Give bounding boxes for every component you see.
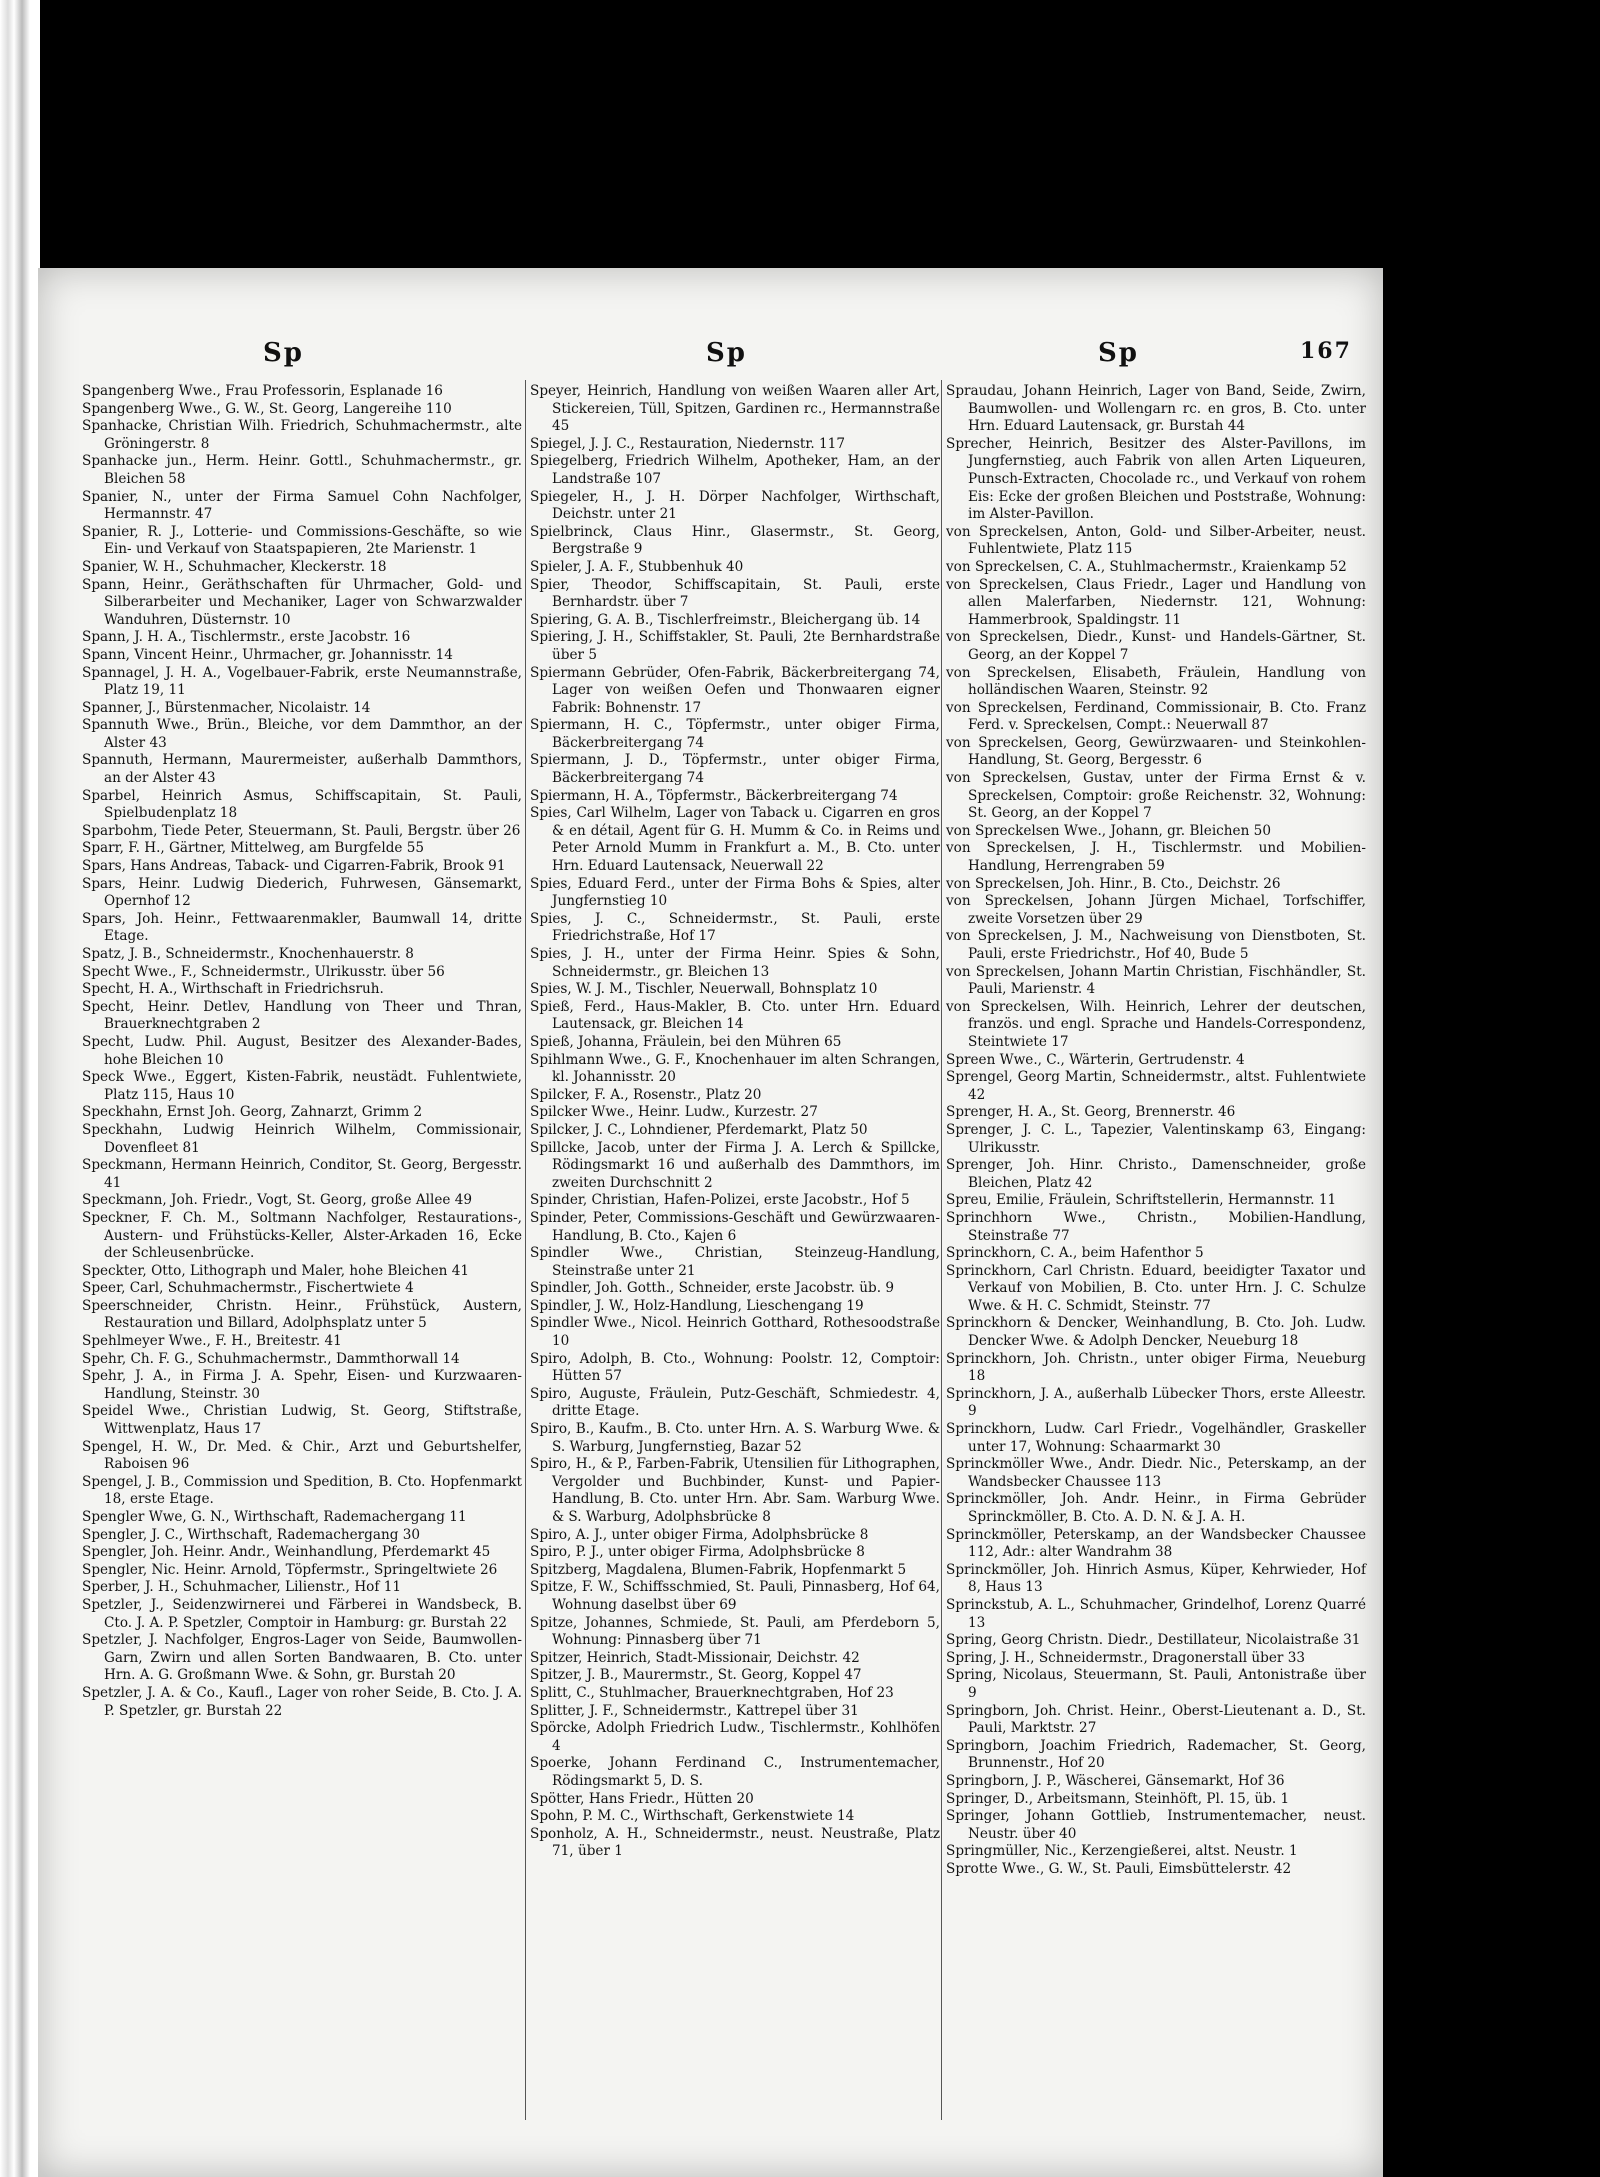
directory-entry: Spangenberg Wwe., G. W., St. Georg, Langereihe 110 bbox=[82, 400, 452, 417]
directory-entry: Spindler, Joh. Gotth., Schneider, erste Jacobstr. üb. 9 bbox=[530, 1280, 895, 1297]
directory-entry: Spieß, Johanna, Fräulein, bei den Mühren 65 bbox=[530, 1033, 842, 1050]
directory-entry: Spilcker, F. A., Rosenstr., Platz 20 bbox=[530, 1086, 762, 1103]
directory-entry: Spannuth, Hermann, Maurermeister, außerhalb Dammthors, an der Alster 43 bbox=[82, 752, 522, 787]
directory-entry: Spieler, J. A. F., Stubbenhuk 40 bbox=[530, 558, 744, 575]
directory-entry: Sprecher, Heinrich, Besitzer des Alster-Pavillons, im Jungfernstieg, auch Fabrik von allen Arten Liqueuren, Punsch-Extracten, Chocolade rc., und Verkauf von rohem Eis: Ecke der großen Bleichen und Poststraße, Wohnung: im Alster-Pavillon. bbox=[946, 435, 1366, 523]
directory-entry: Sparbohm, Tiede Peter, Steuermann, St. Pauli, Bergstr. über 26 bbox=[82, 822, 521, 839]
directory-entry: Spiro, A. J., unter obiger Firma, Adolphsbrücke 8 bbox=[530, 1526, 869, 1543]
directory-entry: Spörcke, Adolph Friedrich Ludw., Tischlermstr., Kohlhöfen 4 bbox=[530, 1720, 940, 1754]
directory-entry: Sprotte Wwe., G. W., St. Pauli, Eimsbüttelerstr. 42 bbox=[946, 1860, 1292, 1877]
directory-entry: Speckter, Otto, Lithograph und Maler, hohe Bleichen 41 bbox=[82, 1262, 469, 1279]
directory-entry: Spetzler, J. Nachfolger, Engros-Lager von Seide, Baumwollen-Garn, Zwirn und allen Sorten Bandwaaren, B. Cto. unter Hrn. A. G. Großmann Wwe. & Sohn, gr. Burstah 20 bbox=[82, 1632, 522, 1684]
directory-page bbox=[38, 268, 1383, 2177]
header-middle: Sp bbox=[706, 338, 747, 368]
directory-entry: Spanier, R. J., Lotterie- und Commissions-Geschäfte, so wie Ein- und Verkauf von Staatspapieren, 2te Marienstr. 1 bbox=[82, 523, 522, 558]
directory-entry: Spies, Carl Wilhelm, Lager von Taback u. Cigarren en gros & en détail, Agent für G. H. Mumm & Co. in Reims und Peter Arnold Mumm in Frankfurt a. M., B. Cto. unter Hrn. Eduard Lautensack, Neuerwall 22 bbox=[530, 805, 940, 875]
directory-entry: Spengler, J. C., Wirthschaft, Rademachergang 30 bbox=[82, 1526, 421, 1543]
directory-entry: Spitzer, Heinrich, Stadt-Missionair, Deichstr. 42 bbox=[530, 1649, 860, 1666]
directory-entry: Sparbel, Heinrich Asmus, Schiffscapitain, St. Pauli, Spielbudenplatz 18 bbox=[82, 787, 522, 822]
directory-entry: Spars, Hans Andreas, Taback- und Cigarren-Fabrik, Brook 91 bbox=[82, 858, 506, 875]
directory-entry: Spetzler, J. A. & Co., Kaufl., Lager von roher Seide, B. Cto. J. A. P. Spetzler, gr. Burstah 22 bbox=[82, 1684, 522, 1719]
directory-entry: Spengler Wwe, G. N., Wirthschaft, Rademachergang 11 bbox=[82, 1509, 467, 1525]
directory-entry: Spann, Heinr., Geräthschaften für Uhrmacher, Gold- und Silberarbeiter und Mechaniker, Lager von Schwarzwalder Wanduhren, Düsternstr. 10 bbox=[82, 576, 522, 628]
book-spine bbox=[0, 0, 40, 2177]
directory-entry: Spars, Joh. Heinr., Fettwaarenmakler, Baumwall 14, dritte Etage. bbox=[82, 910, 522, 945]
directory-entry: Sprinckmöller, Joh. Hinrich Asmus, Küper, Kehrwieder, Hof 8, Haus 13 bbox=[946, 1561, 1366, 1596]
directory-entry: Spehr, Ch. F. G., Schuhmachermstr., Dammthorwall 14 bbox=[82, 1350, 460, 1367]
directory-entry: Spatz, J. B., Schneidermstr., Knochenhauerstr. 8 bbox=[82, 946, 414, 962]
directory-entry: Spring, Nicolaus, Steuermann, St. Pauli, Antonistraße über 9 bbox=[946, 1667, 1366, 1701]
column-divider bbox=[525, 380, 526, 2120]
directory-entry: Speer, Carl, Schuhmachermstr., Fischertwiete 4 bbox=[82, 1280, 414, 1297]
directory-entry: Sperber, J. H., Schuhmacher, Lilienstr., Hof 11 bbox=[82, 1579, 402, 1596]
directory-entry: Spiermann, H. A., Töpfermstr., Bäckerbreitergang 74 bbox=[530, 787, 898, 804]
directory-entry: Spies, Eduard Ferd., unter der Firma Bohs & Spies, alter Jungfernstieg 10 bbox=[530, 875, 940, 910]
directory-entry: Speckmann, Joh. Friedr., Vogt, St. Georg, große Allee 49 bbox=[82, 1192, 473, 1209]
directory-entry: Spies, J. C., Schneidermstr., St. Pauli, erste Friedrichstraße, Hof 17 bbox=[530, 910, 940, 945]
directory-entry: Sprinckhorn, C. A., beim Hafenthor 5 bbox=[946, 1245, 1204, 1262]
directory-entry: Sprinckmöller Wwe., Andr. Diedr. Nic., Peterskamp, an der Wandsbecker Chaussee 113 bbox=[946, 1456, 1366, 1490]
directory-entry: Spiro, P. J., unter obiger Firma, Adolphsbrücke 8 bbox=[530, 1544, 865, 1561]
directory-entry: Spiegelberg, Friedrich Wilhelm, Apotheker, Ham, an der Landstraße 107 bbox=[530, 453, 940, 487]
directory-entry: von Spreckelsen, Anton, Gold- und Silber-Arbeiter, neust. Fuhlentwiete, Platz 115 bbox=[946, 523, 1366, 558]
directory-entry: Spindler Wwe., Christian, Steinzeug-Handlung, Steinstraße unter 21 bbox=[530, 1245, 940, 1279]
directory-entry: Spengler, Joh. Heinr. Andr., Weinhandlung, Pferdemarkt 45 bbox=[82, 1544, 491, 1561]
directory-entry: Spitzberg, Magdalena, Blumen-Fabrik, Hopfenmarkt 5 bbox=[530, 1561, 907, 1578]
directory-entry: Sprinchhorn Wwe., Christn., Mobilien-Handlung, Steinstraße 77 bbox=[946, 1209, 1366, 1244]
directory-entry: Spann, J. H. A., Tischlermstr., erste Jacobstr. 16 bbox=[82, 629, 411, 646]
column-right bbox=[946, 383, 1366, 1878]
directory-entry: Speckhahn, Ludwig Heinrich Wilhelm, Commissionair, Dovenfleet 81 bbox=[82, 1121, 522, 1156]
directory-entry: von Spreckelsen, Georg, Gewürzwaaren- und Steinkohlen-Handlung, St. Georg, Bergesstr. 6 bbox=[946, 734, 1366, 769]
directory-entry: Spring, J. H., Schneidermstr., Dragonerstall über 33 bbox=[946, 1649, 1306, 1666]
directory-entry: von Spreckelsen, Ferdinand, Commissionair, B. Cto. Franz Ferd. v. Spreckelsen, Compt.: Neuerwall 87 bbox=[946, 699, 1366, 734]
directory-entry: Specht, Ludw. Phil. August, Besitzer des Alexander-Bades, hohe Bleichen 10 bbox=[82, 1033, 522, 1068]
directory-entry: Specht Wwe., F., Schneidermstr., Ulrikusstr. über 56 bbox=[82, 963, 445, 980]
directory-entry: Spiermann Gebrüder, Ofen-Fabrik, Bäckerbreitergang 74, Lager von weißen Oefen und Thonwaaren eigner Fabrik: Bohnenstr. 17 bbox=[530, 664, 940, 716]
directory-entry: Spehlmeyer Wwe., F. H., Breitestr. 41 bbox=[82, 1333, 342, 1350]
directory-entry: Spindler, J. W., Holz-Handlung, Lieschengang 19 bbox=[530, 1297, 864, 1314]
directory-entry: Spanier, W. H., Schuhmacher, Kleckerstr. 18 bbox=[82, 558, 387, 575]
directory-entry: Speyer, Heinrich, Handlung von weißen Waaren aller Art, Stickereien, Tüll, Spitzen, Gardinen rc., Hermannstraße 45 bbox=[530, 383, 940, 435]
directory-entry: Springborn, Joh. Christ. Heinr., Oberst-Lieutenant a. D., St. Pauli, Marktstr. 27 bbox=[946, 1702, 1366, 1737]
directory-entry: Spiro, Auguste, Fräulein, Putz-Geschäft, Schmiedestr. 4, dritte Etage. bbox=[530, 1385, 940, 1420]
directory-entry: Spötter, Hans Friedr., Hütten 20 bbox=[530, 1790, 754, 1807]
directory-entry: Spieß, Ferd., Haus-Makler, B. Cto. unter Hrn. Eduard Lautensack, gr. Bleichen 14 bbox=[530, 998, 940, 1033]
directory-entry: von Spreckelsen, Gustav, unter der Firma Ernst & v. Spreckelsen, Comptoir: große Reichenstr. 32, Wohnung: St. Georg, an der Koppel 7 bbox=[946, 770, 1366, 822]
directory-entry: Spannuth Wwe., Brün., Bleiche, vor dem Dammthor, an der Alster 43 bbox=[82, 717, 522, 751]
directory-entry: Spehr, J. A., in Firma J. A. Spehr, Eisen- und Kurzwaaren-Handlung, Steinstr. 30 bbox=[82, 1368, 522, 1402]
directory-entry: Sprinckhorn & Dencker, Weinhandlung, B. Cto. Joh. Ludw. Dencker Wwe. & Adolph Dencker, Neueburg 18 bbox=[946, 1315, 1366, 1350]
directory-entry: Sprinckhorn, Carl Christn. Eduard, beeidigter Taxator und Verkauf von Mobilien, B. Cto. unter Hrn. J. C. Schulze Wwe. & H. C. Schmidt, Steinstr. 77 bbox=[946, 1262, 1366, 1314]
directory-entry: Springborn, Joachim Friedrich, Rademacher, St. Georg, Brunnenstr., Hof 20 bbox=[946, 1737, 1366, 1772]
directory-entry: Spier, Theodor, Schiffscapitain, St. Pauli, erste Bernhardstr. über 7 bbox=[530, 576, 940, 611]
directory-entry: Springer, Johann Gottlieb, Instrumentemacher, neust. Neustr. über 40 bbox=[946, 1808, 1366, 1842]
directory-entry: Springer, D., Arbeitsmann, Steinhöft, Pl. 15, üb. 1 bbox=[946, 1790, 1290, 1807]
directory-entry: von Spreckelsen, Elisabeth, Fräulein, Handlung von holländischen Waaren, Steinstr. 92 bbox=[946, 664, 1366, 699]
directory-entry: Specht, Heinr. Detlev, Handlung von Theer und Thran, Brauerknechtgraben 2 bbox=[82, 998, 522, 1033]
directory-entry: Spiermann, H. C., Töpfermstr., unter obiger Firma, Bäckerbreitergang 74 bbox=[530, 717, 940, 751]
directory-entry: Sprinckmöller, Peterskamp, an der Wandsbecker Chaussee 112, Adr.: alter Wandrahm 38 bbox=[946, 1526, 1366, 1561]
directory-entry: von Spreckelsen, C. A., Stuhlmachermstr., Kraienkamp 52 bbox=[946, 558, 1347, 575]
directory-entry: Spangenberg Wwe., Frau Professorin, Esplanade 16 bbox=[82, 383, 443, 399]
directory-entry: Sprenger, Joh. Hinr. Christo., Damenschneider, große Bleichen, Platz 42 bbox=[946, 1157, 1366, 1191]
directory-entry: Sprinckhorn, J. A., außerhalb Lübecker Thors, erste Alleestr. 9 bbox=[946, 1385, 1366, 1420]
directory-entry: Spann, Vincent Heinr., Uhrmacher, gr. Johannisstr. 14 bbox=[82, 646, 453, 663]
directory-entry: Spiering, J. H., Schiffstakler, St. Pauli, 2te Bernhardstraße über 5 bbox=[530, 629, 940, 663]
directory-entry: Spielbrinck, Claus Hinr., Glasermstr., St. Georg, Bergstraße 9 bbox=[530, 523, 940, 558]
directory-entry: Sprinckstub, A. L., Schuhmacher, Grindelhof, Lorenz Quarré 13 bbox=[946, 1596, 1366, 1631]
directory-entry: Sparr, F. H., Gärtner, Mittelweg, am Burgfelde 55 bbox=[82, 840, 425, 857]
directory-entry: Speck Wwe., Eggert, Kisten-Fabrik, neustädt. Fuhlentwiete, Platz 115, Haus 10 bbox=[82, 1069, 522, 1103]
directory-entry: Spies, W. J. M., Tischler, Neuerwall, Bohnsplatz 10 bbox=[530, 981, 878, 998]
directory-entry: Spiro, H., & P., Farben-Fabrik, Utensilien für Lithographen, Vergolder und Buchbinder, Kunst- und Papier-Handlung, B. Cto. unter Hrn. Abr. Sam. Warburg Wwe. & S. Warburg, Adolphsbrücke 8 bbox=[530, 1456, 940, 1525]
directory-entry: Spengler, Nic. Heinr. Arnold, Töpfermstr., Springeltwiete 26 bbox=[82, 1561, 498, 1578]
directory-entry: Spars, Heinr. Ludwig Diederich, Fuhrwesen, Gänsemarkt, Opernhof 12 bbox=[82, 875, 522, 910]
directory-entry: Sprinckhorn, Joh. Christn., unter obiger Firma, Neueburg 18 bbox=[946, 1350, 1366, 1385]
directory-entry: Spreu, Emilie, Fräulein, Schriftstellerin, Hermannstr. 11 bbox=[946, 1192, 1337, 1209]
directory-entry: Spindler Wwe., Nicol. Heinrich Gotthard, Rothesoodstraße 10 bbox=[530, 1315, 940, 1350]
directory-entry: von Spreckelsen, J. H., Tischlermstr. und Mobilien-Handlung, Herrengraben 59 bbox=[946, 840, 1366, 875]
directory-entry: Sprengel, Georg Martin, Schneidermstr., altst. Fuhlentwiete 42 bbox=[946, 1069, 1366, 1103]
directory-entry: Spengel, J. B., Commission und Spedition, B. Cto. Hopfenmarkt 18, erste Etage. bbox=[82, 1473, 522, 1508]
directory-entry: Springmüller, Nic., Kerzengießerei, altst. Neustr. 1 bbox=[946, 1843, 1298, 1860]
directory-entry: Spiegeler, H., J. H. Dörper Nachfolger, Wirthschaft, Deichstr. unter 21 bbox=[530, 488, 940, 523]
directory-entry: von Spreckelsen, Diedr., Kunst- und Handels-Gärtner, St. Georg, an der Koppel 7 bbox=[946, 629, 1366, 663]
directory-entry: Spilcker Wwe., Heinr. Ludw., Kurzestr. 27 bbox=[530, 1104, 818, 1121]
directory-entry: Splitt, C., Stuhlmacher, Brauerknechtgraben, Hof 23 bbox=[530, 1684, 894, 1701]
directory-entry: Spraudau, Johann Heinrich, Lager von Band, Seide, Zwirn, Baumwollen- und Wollengarn rc. en gros, B. Cto. unter Hrn. Eduard Lautensack, gr. Burstah 44 bbox=[946, 383, 1366, 435]
directory-entry: Spiegel, J. J. C., Restauration, Niedernstr. 117 bbox=[530, 435, 845, 452]
directory-entry: Spanier, N., unter der Firma Samuel Cohn Nachfolger, Hermannstr. 47 bbox=[82, 488, 522, 523]
directory-entry: von Spreckelsen, Johann Martin Christian, Fischhändler, St. Pauli, Marienstr. 4 bbox=[946, 963, 1366, 998]
directory-entry: von Spreckelsen, Wilh. Heinrich, Lehrer der deutschen, französ. und engl. Sprache und Handels-Correspondenz, Steintwiete 17 bbox=[946, 998, 1366, 1050]
directory-entry: Spihlmann Wwe., G. F., Knochenhauer im alten Schrangen, kl. Johannisstr. 20 bbox=[530, 1051, 940, 1086]
directory-entry: Springborn, J. P., Wäscherei, Gänsemarkt, Hof 36 bbox=[946, 1772, 1285, 1789]
directory-entry: Spohn, P. M. C., Wirthschaft, Gerkenstwiete 14 bbox=[530, 1808, 855, 1825]
directory-entry: Spiering, G. A. B., Tischlerfreimstr., Bleichergang üb. 14 bbox=[530, 611, 921, 628]
directory-entry: Spanhacke jun., Herm. Heinr. Gottl., Schuhmachermstr., gr. Bleichen 58 bbox=[82, 453, 522, 487]
directory-entry: Sprinckmöller, Joh. Andr. Heinr., in Firma Gebrüder Sprinckmöller, B. Cto. A. D. N. & J. A. H. bbox=[946, 1491, 1366, 1525]
directory-entry: Spiro, B., Kaufm., B. Cto. unter Hrn. A. S. Warburg Wwe. & S. Warburg, Jungfernstieg, Bazar 52 bbox=[530, 1421, 940, 1455]
directory-entry: von Spreckelsen, Joh. Hinr., B. Cto., Deichstr. 26 bbox=[946, 875, 1281, 892]
directory-entry: Splitter, J. F., Schneidermstr., Kattrepel über 31 bbox=[530, 1702, 859, 1719]
directory-entry: Speckhahn, Ernst Joh. Georg, Zahnarzt, Grimm 2 bbox=[82, 1104, 423, 1121]
directory-entry: Speerschneider, Christn. Heinr., Frühstück, Austern, Restauration und Billard, Adolphsplatz unter 5 bbox=[82, 1297, 522, 1332]
directory-entry: Speidel Wwe., Christian Ludwig, St. Georg, Stiftstraße, Wittwenplatz, Haus 17 bbox=[82, 1403, 522, 1438]
directory-entry: Specht, H. A., Wirthschaft in Friedrichsruh. bbox=[82, 981, 384, 998]
header-right: Sp bbox=[1098, 338, 1139, 368]
directory-entry: von Spreckelsen, Johann Jürgen Michael, Torfschiffer, zweite Vorsetzen über 29 bbox=[946, 893, 1366, 927]
directory-entry: Speckmann, Hermann Heinrich, Conditor, St. Georg, Bergesstr. 41 bbox=[82, 1157, 522, 1191]
directory-entry: von Spreckelsen, J. M., Nachweisung von Dienstboten, St. Pauli, erste Friedrichstr., Hof 40, Bude 5 bbox=[946, 928, 1366, 962]
directory-entry: Spring, Georg Christn. Diedr., Destillateur, Nicolaistraße 31 bbox=[946, 1632, 1361, 1649]
directory-entry: Spitze, F. W., Schiffsschmied, St. Pauli, Pinnasberg, Hof 64, Wohnung daselbst über 69 bbox=[530, 1579, 940, 1613]
directory-entry: von Spreckelsen, Claus Friedr., Lager und Handlung von allen Malerfarben, Niedernstr. 121, Wohnung: Hammerbrook, Spaldingstr. 11 bbox=[946, 576, 1366, 628]
directory-entry: Sprenger, J. C. L., Tapezier, Valentinskamp 63, Eingang: Ulrikusstr. bbox=[946, 1121, 1366, 1156]
directory-entry: Spies, J. H., unter der Firma Heinr. Spies & Sohn, Schneidermstr., gr. Bleichen 13 bbox=[530, 946, 940, 980]
directory-entry: Spiermann, J. D., Töpfermstr., unter obiger Firma, Bäckerbreitergang 74 bbox=[530, 752, 940, 787]
column-divider bbox=[941, 380, 942, 2120]
column-left bbox=[82, 383, 522, 1720]
running-header bbox=[38, 338, 1383, 378]
directory-entry: Spengel, H. W., Dr. Med. & Chir., Arzt und Geburtshelfer, Raboisen 96 bbox=[82, 1438, 522, 1473]
column-middle bbox=[530, 383, 940, 1861]
directory-entry: Spetzler, J., Seidenzwirnerei und Färberei in Wandsbeck, B. Cto. J. A. P. Spetzler, Comptoir in Hamburg: gr. Burstah 22 bbox=[82, 1596, 522, 1631]
directory-entry: Sprinckhorn, Ludw. Carl Friedr., Vogelhändler, Graskeller unter 17, Wohnung: Schaarmarkt 30 bbox=[946, 1421, 1366, 1455]
directory-entry: Spanner, J., Bürstenmacher, Nicolaistr. 14 bbox=[82, 699, 371, 716]
directory-entry: Spiro, Adolph, B. Cto., Wohnung: Poolstr. 12, Comptoir: Hütten 57 bbox=[530, 1350, 940, 1385]
directory-entry: Spitzer, J. B., Maurermstr., St. Georg, Koppel 47 bbox=[530, 1667, 862, 1684]
directory-entry: von Spreckelsen Wwe., Johann, gr. Bleichen 50 bbox=[946, 822, 1271, 839]
directory-entry: Spitze, Johannes, Schmiede, St. Pauli, am Pferdeborn 5, Wohnung: Pinnasberg über 71 bbox=[530, 1614, 940, 1649]
directory-entry: Sponholz, A. H., Schneidermstr., neust. Neustraße, Platz 71, über 1 bbox=[530, 1825, 940, 1860]
directory-entry: Spinder, Christian, Hafen-Polizei, erste Jacobstr., Hof 5 bbox=[530, 1192, 910, 1209]
directory-entry: Spanhacke, Christian Wilh. Friedrich, Schuhmachermstr., alte Gröningerstr. 8 bbox=[82, 418, 522, 452]
directory-entry: Spreen Wwe., C., Wärterin, Gertrudenstr. 4 bbox=[946, 1051, 1245, 1068]
directory-entry: Spillcke, Jacob, unter der Firma J. A. Lerch & Spillcke, Rödingsmarkt 16 und außerhalb des Dammthors, im zweiten Durchschnitt 2 bbox=[530, 1139, 940, 1191]
page-number: 167 bbox=[1300, 338, 1352, 364]
directory-entry: Spilcker, J. C., Lohndiener, Pferdemarkt, Platz 50 bbox=[530, 1121, 868, 1138]
header-left: Sp bbox=[263, 338, 304, 368]
directory-entry: Speckner, F. Ch. M., Soltmann Nachfolger, Restaurations-, Austern- und Frühstücks-Keller, Alster-Arkaden 16, Ecke der Schleusenbrücke. bbox=[82, 1209, 522, 1262]
directory-entry: Spinder, Peter, Commissions-Geschäft und Gewürzwaaren-Handlung, B. Cto., Kajen 6 bbox=[530, 1209, 940, 1244]
directory-entry: Sprenger, H. A., St. Georg, Brennerstr. 46 bbox=[946, 1104, 1236, 1121]
directory-entry: Spannagel, J. H. A., Vogelbauer-Fabrik, erste Neumannstraße, Platz 19, 11 bbox=[82, 664, 522, 699]
directory-entry: Spoerke, Johann Ferdinand C., Instrumentemacher, Rödingsmarkt 5, D. S. bbox=[530, 1755, 940, 1789]
